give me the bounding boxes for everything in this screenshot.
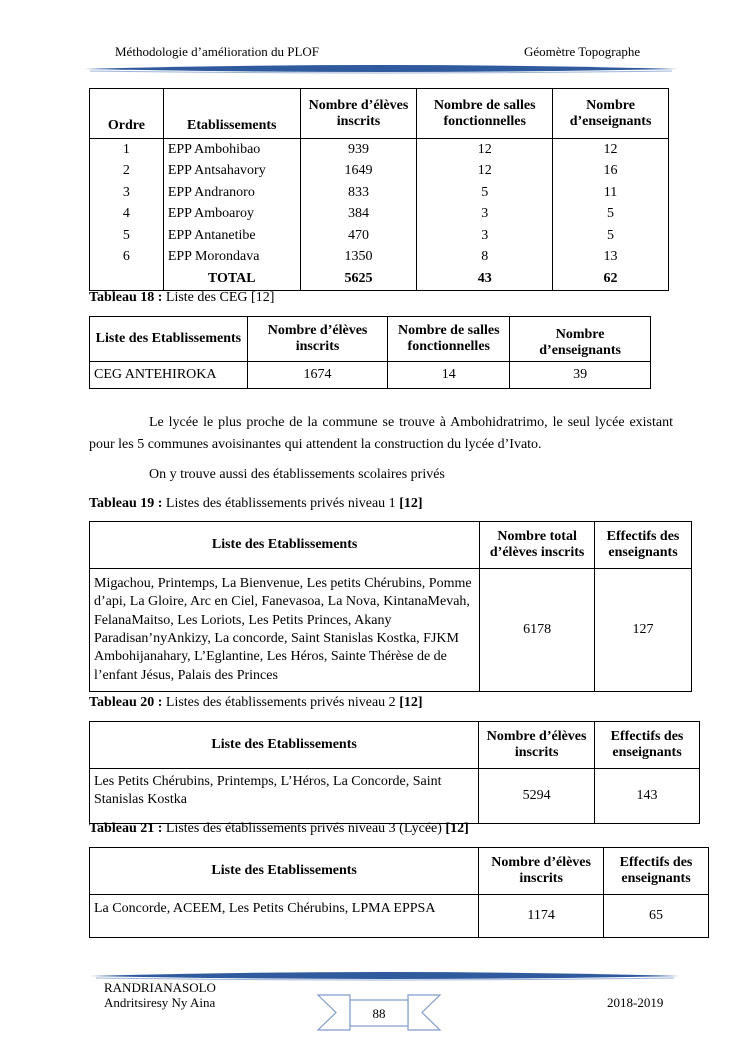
caption-ref: [12] (445, 821, 469, 836)
cell: 1649 (300, 161, 417, 183)
cell: 4 (90, 204, 164, 226)
col-eleves: Nombre d’élèves inscrits (479, 848, 604, 895)
table-prives-niveau1 (89, 521, 692, 692)
caption-tableau-20 (89, 695, 423, 711)
cell: CEG ANTEHIROKA (90, 362, 248, 389)
cell: 5 (417, 182, 553, 204)
col-liste: Liste des Etablissements (90, 848, 479, 895)
caption-tableau-21 (89, 821, 469, 837)
paragraph-prives: On y trouve aussi des établissements scolaires privés (149, 467, 445, 482)
table-row (90, 139, 669, 161)
cell: 470 (300, 225, 417, 247)
total-eleves: 5625 (300, 268, 417, 290)
table-row (90, 769, 700, 824)
col-eleves: Nombre d’élèves inscrits (247, 317, 388, 362)
caption-text: Listes des établissements privés niveau 1 (162, 496, 400, 511)
cell: EPP Antanetibe (163, 225, 300, 247)
cell-empty (90, 268, 164, 290)
cell: 6178 (480, 569, 595, 692)
cell: EPP Andranoro (163, 182, 300, 204)
footer-year: 2018-2019 (607, 995, 664, 1010)
col-enseignants: Nombre d’enseignants (510, 317, 651, 362)
cell: 3 (90, 182, 164, 204)
caption-ref: [12] (399, 695, 423, 710)
cell: 5 (553, 204, 669, 226)
col-liste: Liste des Etablissements (90, 317, 248, 362)
cell: EPP Amboaroy (163, 204, 300, 226)
total-label: TOTAL (163, 268, 300, 290)
col-enseignants: Nombre d’enseignants (553, 89, 669, 139)
page-number: 88 (372, 1006, 386, 1021)
table-prives-niveau3 (89, 847, 709, 938)
table-row (90, 225, 669, 247)
cell: 2 (90, 161, 164, 183)
cell: 5 (90, 225, 164, 247)
col-enseignants: Effectifs des enseignants (604, 848, 709, 895)
cell: EPP Antsahavory (163, 161, 300, 183)
cell: 127 (595, 569, 692, 692)
table-row (90, 362, 651, 389)
col-liste: Liste des Etablissements (90, 722, 479, 769)
total-row (90, 268, 669, 290)
caption-text: Liste des CEG [12] (162, 290, 275, 305)
cell: 1350 (300, 247, 417, 269)
col-eleves: Nombre d’élèves inscrits (300, 89, 417, 139)
cell: La Concorde, ACEEM, Les Petits Chérubins, LPMA EPPSA (90, 895, 479, 938)
cell: 3 (417, 204, 553, 226)
cell: Les Petits Chérubins, Printemps, L’Héros, La Concorde, Saint Stanislas Kostka (90, 769, 479, 824)
table-row (90, 569, 692, 692)
total-salles: 43 (417, 268, 553, 290)
cell: 5 (553, 225, 669, 247)
col-ordre: Ordre (90, 89, 164, 139)
caption-tableau-18 (89, 290, 274, 306)
col-eleves: Nombre d’élèves inscrits (479, 722, 595, 769)
cell: Migachou, Printemps, La Bienvenue, Les petits Chérubins, Pomme d’api, La Gloire, Arc en Ciel, Fanevasoa, La Nova, KintanaMevah, FelanaMaitso, Les Loriots, Les Petits Princes, Akany Paradisan’nyAnkizy, La concorde, Saint Stanislas Kostka, FJKM Ambohijanahary, L’Eglantine, Les Héros, Sainte Thérèse de de l’enfant Jésus, Palais des Princes (90, 569, 480, 692)
cell: 14 (388, 362, 510, 389)
cell: 16 (553, 161, 669, 183)
header-left-title: Méthodologie d’amélioration du PLOF (115, 44, 320, 59)
table-ceg-list (89, 316, 651, 389)
cell: 11 (553, 182, 669, 204)
caption-label: Tableau 21 : (89, 821, 163, 836)
col-salles: Nombre de salles fonctionnelles (388, 317, 510, 362)
cell: 833 (300, 182, 417, 204)
cell: 1 (90, 139, 164, 161)
header-rule (82, 63, 680, 75)
caption-text: Listes des établissements privés niveau 2 (162, 695, 400, 710)
table-row (90, 161, 669, 183)
cell: 12 (417, 161, 553, 183)
header-right-title: Géomètre Topographe (524, 44, 641, 59)
col-eleves: Nombre total d’élèves inscrits (480, 522, 595, 569)
caption-label: Tableau 18 : (89, 290, 163, 305)
table-row (90, 247, 669, 269)
table-prives-niveau2 (89, 721, 700, 824)
cell: 65 (604, 895, 709, 938)
cell: 1674 (247, 362, 388, 389)
cell: 1174 (479, 895, 604, 938)
col-liste: Liste des Etablissements (90, 522, 480, 569)
cell: 8 (417, 247, 553, 269)
table-epp-list (89, 88, 669, 291)
caption-label: Tableau 19 : (89, 496, 163, 511)
table-row (90, 204, 669, 226)
table-row (90, 895, 709, 938)
caption-text: Listes des établissements privés niveau 3 (Lycée) (162, 821, 446, 836)
paragraph-lycee: Le lycée le plus proche de la commune se trouve à Ambohidratrimo, le seul lycée existant pour les 5 communes avoisinantes qui attendent la construction du lycée d’Ivato. (89, 415, 673, 452)
cell: 39 (510, 362, 651, 389)
cell: 13 (553, 247, 669, 269)
col-salles: Nombre de salles fonctionnelles (417, 89, 553, 139)
col-etablissements: Etablissements (163, 89, 300, 139)
col-enseignants: Effectifs des enseignants (595, 522, 692, 569)
caption-ref: [12] (399, 496, 423, 511)
cell: 6 (90, 247, 164, 269)
cell: 5294 (479, 769, 595, 824)
cell: EPP Ambohibao (163, 139, 300, 161)
footer-author-line1: RANDRIANASOLO (104, 980, 216, 995)
col-enseignants: Effectifs des enseignants (595, 722, 700, 769)
total-enseignants: 62 (553, 268, 669, 290)
cell: 939 (300, 139, 417, 161)
table-row (90, 182, 669, 204)
cell: 143 (595, 769, 700, 824)
footer-author-line2: Andritsiresy Ny Aina (104, 995, 216, 1010)
caption-tableau-19 (89, 496, 423, 512)
caption-label: Tableau 20 : (89, 695, 163, 710)
cell: 384 (300, 204, 417, 226)
cell: EPP Morondava (163, 247, 300, 269)
cell: 12 (417, 139, 553, 161)
cell: 12 (553, 139, 669, 161)
cell: 3 (417, 225, 553, 247)
